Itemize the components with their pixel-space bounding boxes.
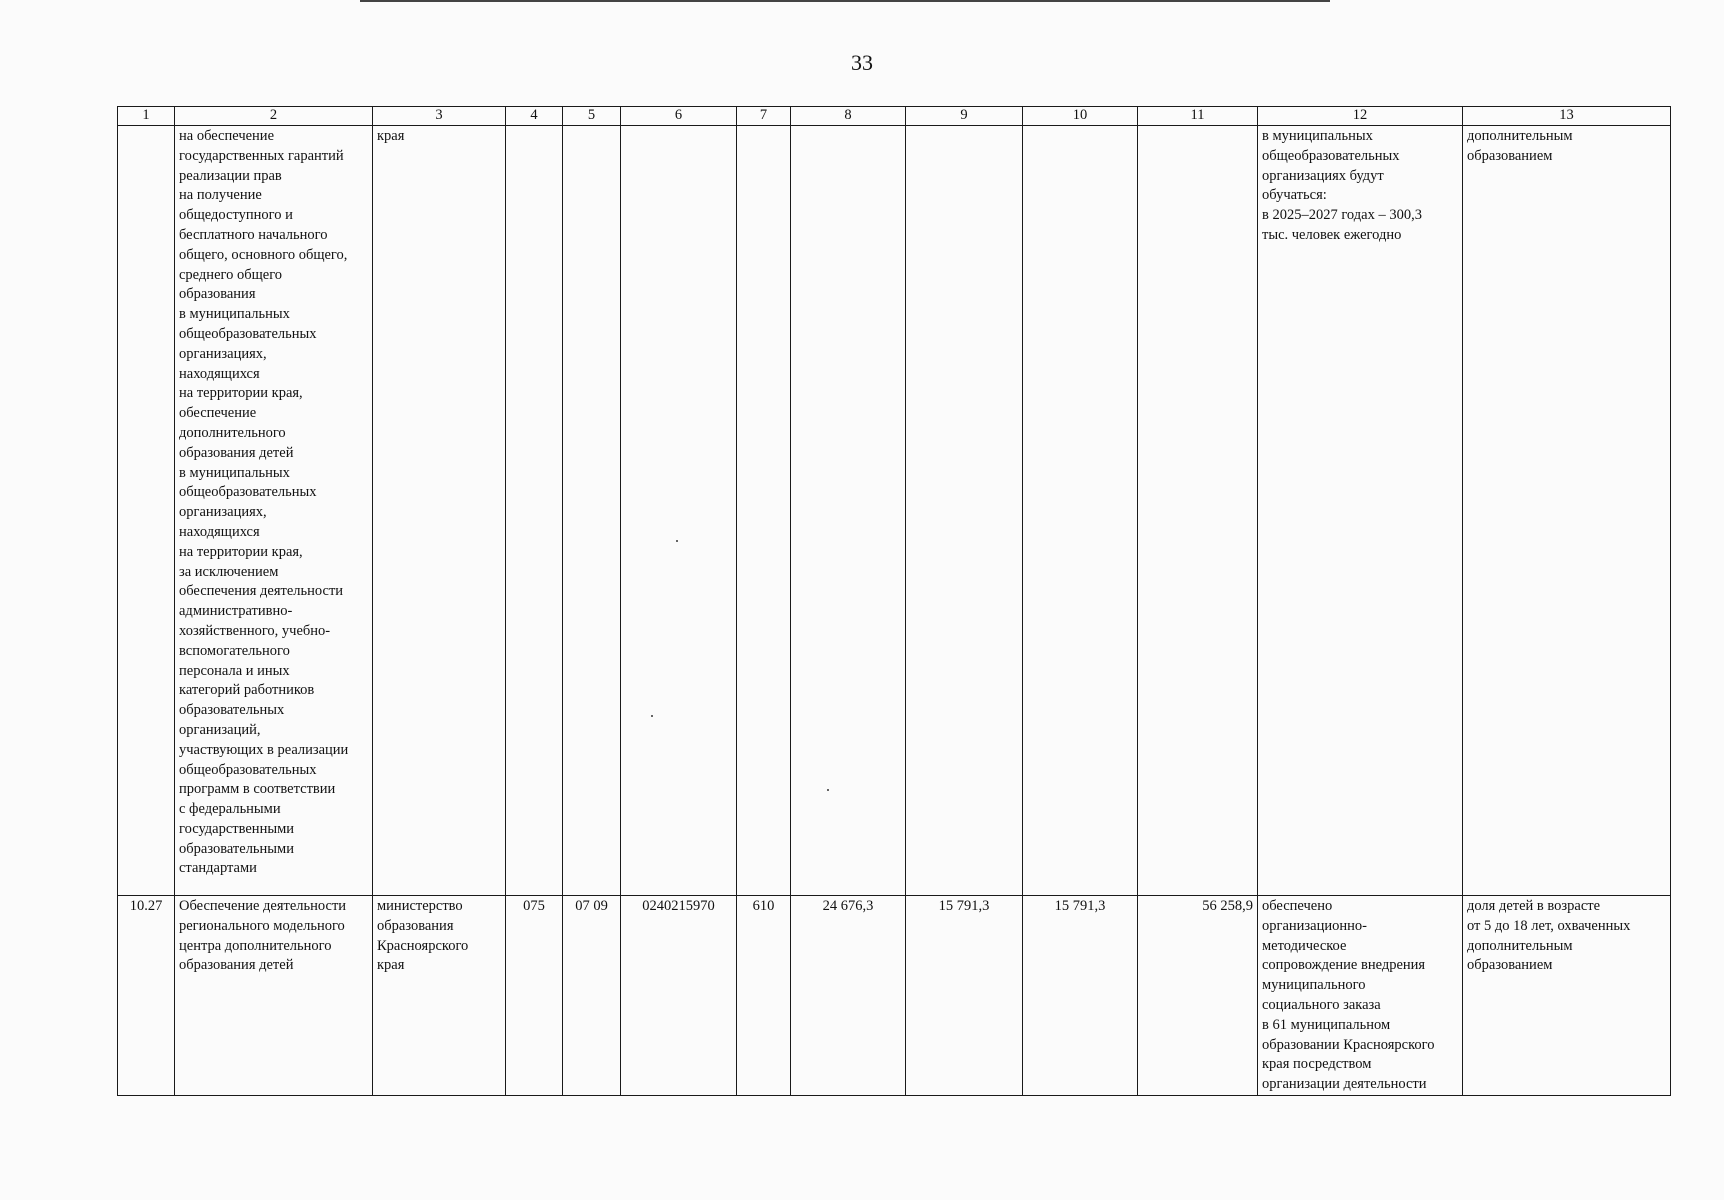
indicator-cell: доля детей в возрасте от 5 до 18 лет, охваченных дополнительным образованием bbox=[1463, 896, 1671, 1096]
target-article-cell bbox=[621, 126, 737, 896]
scan-speck bbox=[827, 789, 829, 791]
grbs-code-cell bbox=[506, 126, 563, 896]
expected-result-cell: обеспечено организационно- методическое сопровождение внедрения муниципального социального заказа в 61 муниципальном образовании Красноярского края посредством организации деятельности bbox=[1258, 896, 1463, 1096]
expense-type-cell bbox=[737, 126, 791, 896]
header-cell: 4 bbox=[506, 107, 563, 126]
header-cell: 6 bbox=[621, 107, 737, 126]
section-code-cell bbox=[563, 126, 621, 896]
amount-2026-cell: 15 791,3 bbox=[906, 896, 1023, 1096]
header-cell: 13 bbox=[1463, 107, 1671, 126]
budget-table bbox=[117, 106, 1671, 1096]
row-number-cell bbox=[118, 126, 175, 896]
administrator-cell: министерство образования Красноярского края bbox=[373, 896, 506, 1096]
target-article-cell: 0240215970 bbox=[621, 896, 737, 1096]
amount-2027-cell: 15 791,3 bbox=[1023, 896, 1138, 1096]
header-cell: 3 bbox=[373, 107, 506, 126]
expense-type-cell: 610 bbox=[737, 896, 791, 1096]
scan-speck bbox=[651, 715, 653, 717]
table-row bbox=[118, 126, 1671, 896]
row-number-cell: 10.27 bbox=[118, 896, 175, 1096]
measure-name-cell: Обеспечение деятельности регионального модельного центра дополнительного образования детей bbox=[175, 896, 373, 1096]
header-row bbox=[118, 107, 1671, 126]
amount-2027-cell bbox=[1023, 126, 1138, 896]
scan-edge-line bbox=[360, 0, 1330, 2]
measure-name-cell: на обеспечение государственных гарантий реализации прав на получение общедоступного и бесплатного начального общего, основного общего, среднего общего образования в муниципальных общеобразовательных организациях, находящихся на территории края, обеспечение дополнительного образования детей в муниципальных общеобразовательных организациях, находящихся на территории края, за исключением обеспечения деятельности административно- хозяйственного, учебно- вспомогательного персонала и иных категорий работников образовательных организаций, участвующих в реализации общеобразовательных программ в соответствии с федеральными государственными образовательными стандартами bbox=[175, 126, 373, 896]
header-cell: 5 bbox=[563, 107, 621, 126]
section-code-cell: 07 09 bbox=[563, 896, 621, 1096]
amount-total-cell bbox=[1138, 126, 1258, 896]
header-cell: 8 bbox=[791, 107, 906, 126]
amount-total-cell: 56 258,9 bbox=[1138, 896, 1258, 1096]
header-cell: 11 bbox=[1138, 107, 1258, 126]
table-row bbox=[118, 896, 1671, 1096]
scan-speck bbox=[676, 540, 678, 542]
expected-result-cell: в муниципальных общеобразовательных организациях будут обучаться: в 2025–2027 годах – 300,3 тыс. человек ежегодно bbox=[1258, 126, 1463, 896]
grbs-code-cell: 075 bbox=[506, 896, 563, 1096]
header-cell: 1 bbox=[118, 107, 175, 126]
amount-2025-cell: 24 676,3 bbox=[791, 896, 906, 1096]
header-cell: 10 bbox=[1023, 107, 1138, 126]
amount-2025-cell bbox=[791, 126, 906, 896]
header-cell: 12 bbox=[1258, 107, 1463, 126]
header-cell: 7 bbox=[737, 107, 791, 126]
administrator-cell: края bbox=[373, 126, 506, 896]
amount-2026-cell bbox=[906, 126, 1023, 896]
page-number: 33 bbox=[851, 50, 873, 75]
header-cell: 9 bbox=[906, 107, 1023, 126]
header-cell: 2 bbox=[175, 107, 373, 126]
indicator-cell: дополнительным образованием bbox=[1463, 126, 1671, 896]
